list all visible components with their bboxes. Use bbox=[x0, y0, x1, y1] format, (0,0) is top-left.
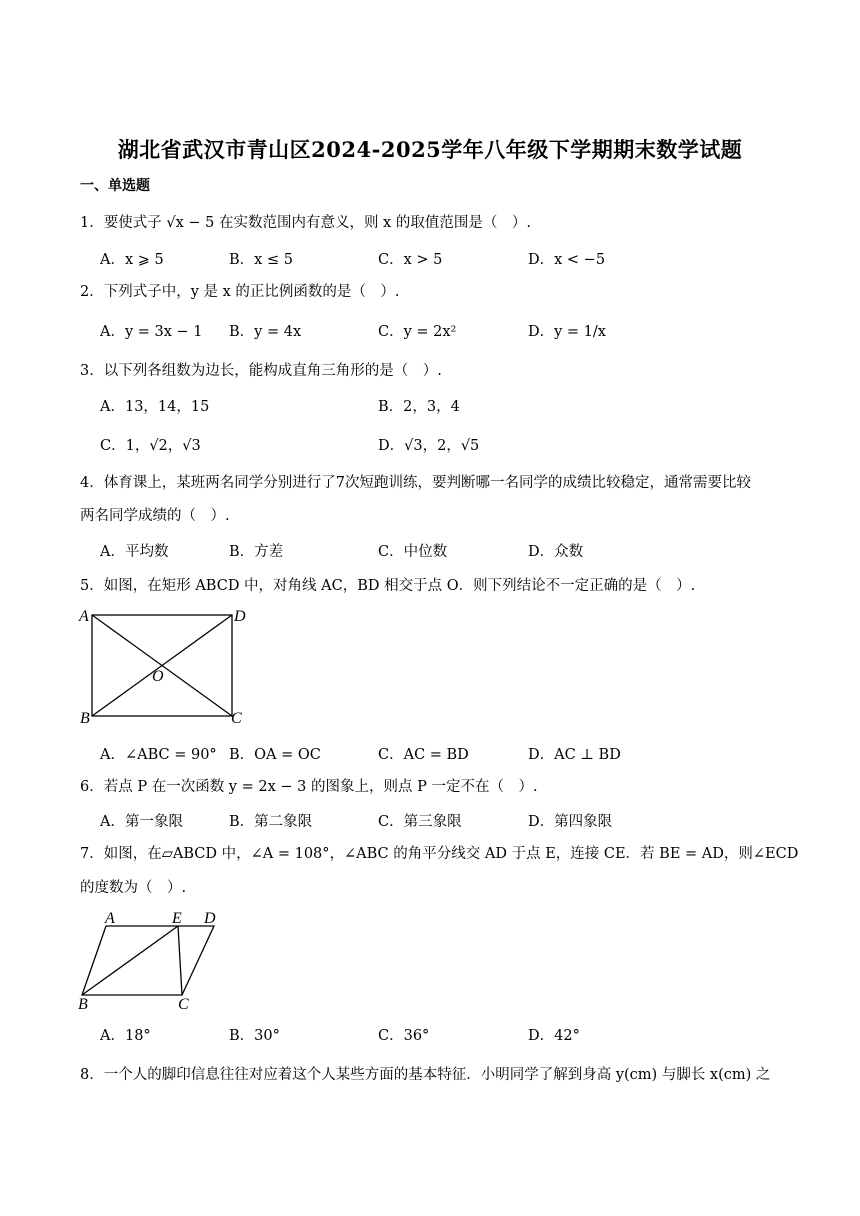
question-1-option-a: A．x ⩾ 5 bbox=[100, 252, 164, 268]
question-8-stem: 8．一个人的脚印信息往往对应着这个人某些方面的基本特征．小明同学了解到身高 y(cm) 与脚长 x(cm) 之 bbox=[80, 1067, 771, 1083]
question-1-option-d: D．x < −5 bbox=[528, 252, 606, 268]
figure5-label-c: C bbox=[231, 710, 242, 727]
question-4-stem: 4．体育课上，某班两名同学分别进行了7次短跑训练，要判断哪一名同学的成绩比较稳定，通常需要比较 bbox=[80, 475, 751, 491]
question-1-option-b: B．x ≤ 5 bbox=[229, 252, 293, 268]
question-3-option-a: A．13，14，15 bbox=[100, 399, 210, 415]
question-6-stem: 6．若点 P 在一次函数 y = 2x − 3 的图象上，则点 P 一定不在（ ）. bbox=[80, 779, 538, 795]
parallelogram-abcd-figure bbox=[74, 906, 224, 1010]
question-4-option-b: B．方差 bbox=[229, 544, 284, 560]
question-3-option-d: D．√3，2，√5 bbox=[378, 438, 480, 454]
question-2-option-a: A．y = 3x − 1 bbox=[100, 324, 203, 340]
figure5-label-b: B bbox=[80, 710, 90, 727]
question-7-stem: 7．如图，在▱ABCD 中，∠A = 108°，∠ABC 的角平分线交 AD 于点 E，连接 CE．若 BE = AD，则∠ECD bbox=[80, 846, 799, 862]
question-6-option-a: A．第一象限 bbox=[100, 814, 183, 830]
figure7-label-c: C bbox=[178, 996, 189, 1010]
question-5-option-a: A．∠ABC = 90° bbox=[100, 747, 217, 763]
question-6-option-c: C．第三象限 bbox=[378, 814, 462, 830]
figure7-label-b: B bbox=[78, 996, 88, 1010]
question-7-option-a: A．18° bbox=[100, 1028, 151, 1044]
question-3-option-b: B．2，3，4 bbox=[378, 399, 460, 415]
question-3-option-c: C．1，√2，√3 bbox=[100, 438, 201, 454]
figure7-label-e: E bbox=[172, 910, 182, 927]
question-2-stem: 2．下列式子中，y 是 x 的正比例函数的是（ ）. bbox=[80, 284, 400, 300]
segment-ce bbox=[178, 926, 182, 995]
question-1-stem: 1．要使式子 √x − 5 在实数范围内有意义，则 x 的取值范围是（ ）. bbox=[80, 215, 531, 231]
question-4-stem-continued: 两名同学成绩的（ ）. bbox=[80, 508, 230, 524]
page-title: 湖北省武汉市青山区2024-2025学年八年级下学期期末数学试题 bbox=[117, 137, 743, 162]
question-3-stem: 3．以下列各组数为边长，能构成直角三角形的是（ ）. bbox=[80, 363, 442, 379]
parallelogram-outline bbox=[82, 926, 214, 995]
question-1-option-c: C．x > 5 bbox=[378, 252, 443, 268]
question-7-option-b: B．30° bbox=[229, 1028, 280, 1044]
question-2-option-c: C．y = 2x² bbox=[378, 324, 457, 340]
section-heading: 一、单选题 bbox=[80, 178, 150, 194]
question-6-option-d: D．第四象限 bbox=[528, 814, 613, 830]
question-4-option-c: C．中位数 bbox=[378, 544, 448, 560]
question-4-option-a: A．平均数 bbox=[100, 544, 169, 560]
figure5-label-a: A bbox=[79, 608, 89, 625]
question-7-stem-continued: 的度数为（ ）. bbox=[80, 880, 187, 896]
question-5-stem: 5．如图，在矩形 ABCD 中，对角线 AC，BD 相交于点 O．则下列结论不一定正确的是（ ）. bbox=[80, 578, 696, 594]
segment-be bbox=[82, 926, 178, 995]
question-6-option-b: B．第二象限 bbox=[229, 814, 313, 830]
question-7-option-c: C．36° bbox=[378, 1028, 430, 1044]
figure5-label-o: O bbox=[152, 668, 164, 685]
figure7-label-a: A bbox=[105, 910, 115, 927]
question-5-option-b: B．OA = OC bbox=[229, 747, 321, 763]
question-4-option-d: D．众数 bbox=[528, 544, 584, 560]
figure5-label-d: D bbox=[234, 608, 246, 625]
question-7-option-d: D．42° bbox=[528, 1028, 580, 1044]
figure7-label-d: D bbox=[204, 910, 216, 927]
question-5-option-d: D．AC ⊥ BD bbox=[528, 747, 621, 763]
question-5-option-c: C．AC = BD bbox=[378, 747, 469, 763]
rectangle-abcd-figure bbox=[76, 602, 256, 728]
question-2-option-d: D．y = 1/x bbox=[528, 324, 606, 340]
question-2-option-b: B．y = 4x bbox=[229, 324, 302, 340]
